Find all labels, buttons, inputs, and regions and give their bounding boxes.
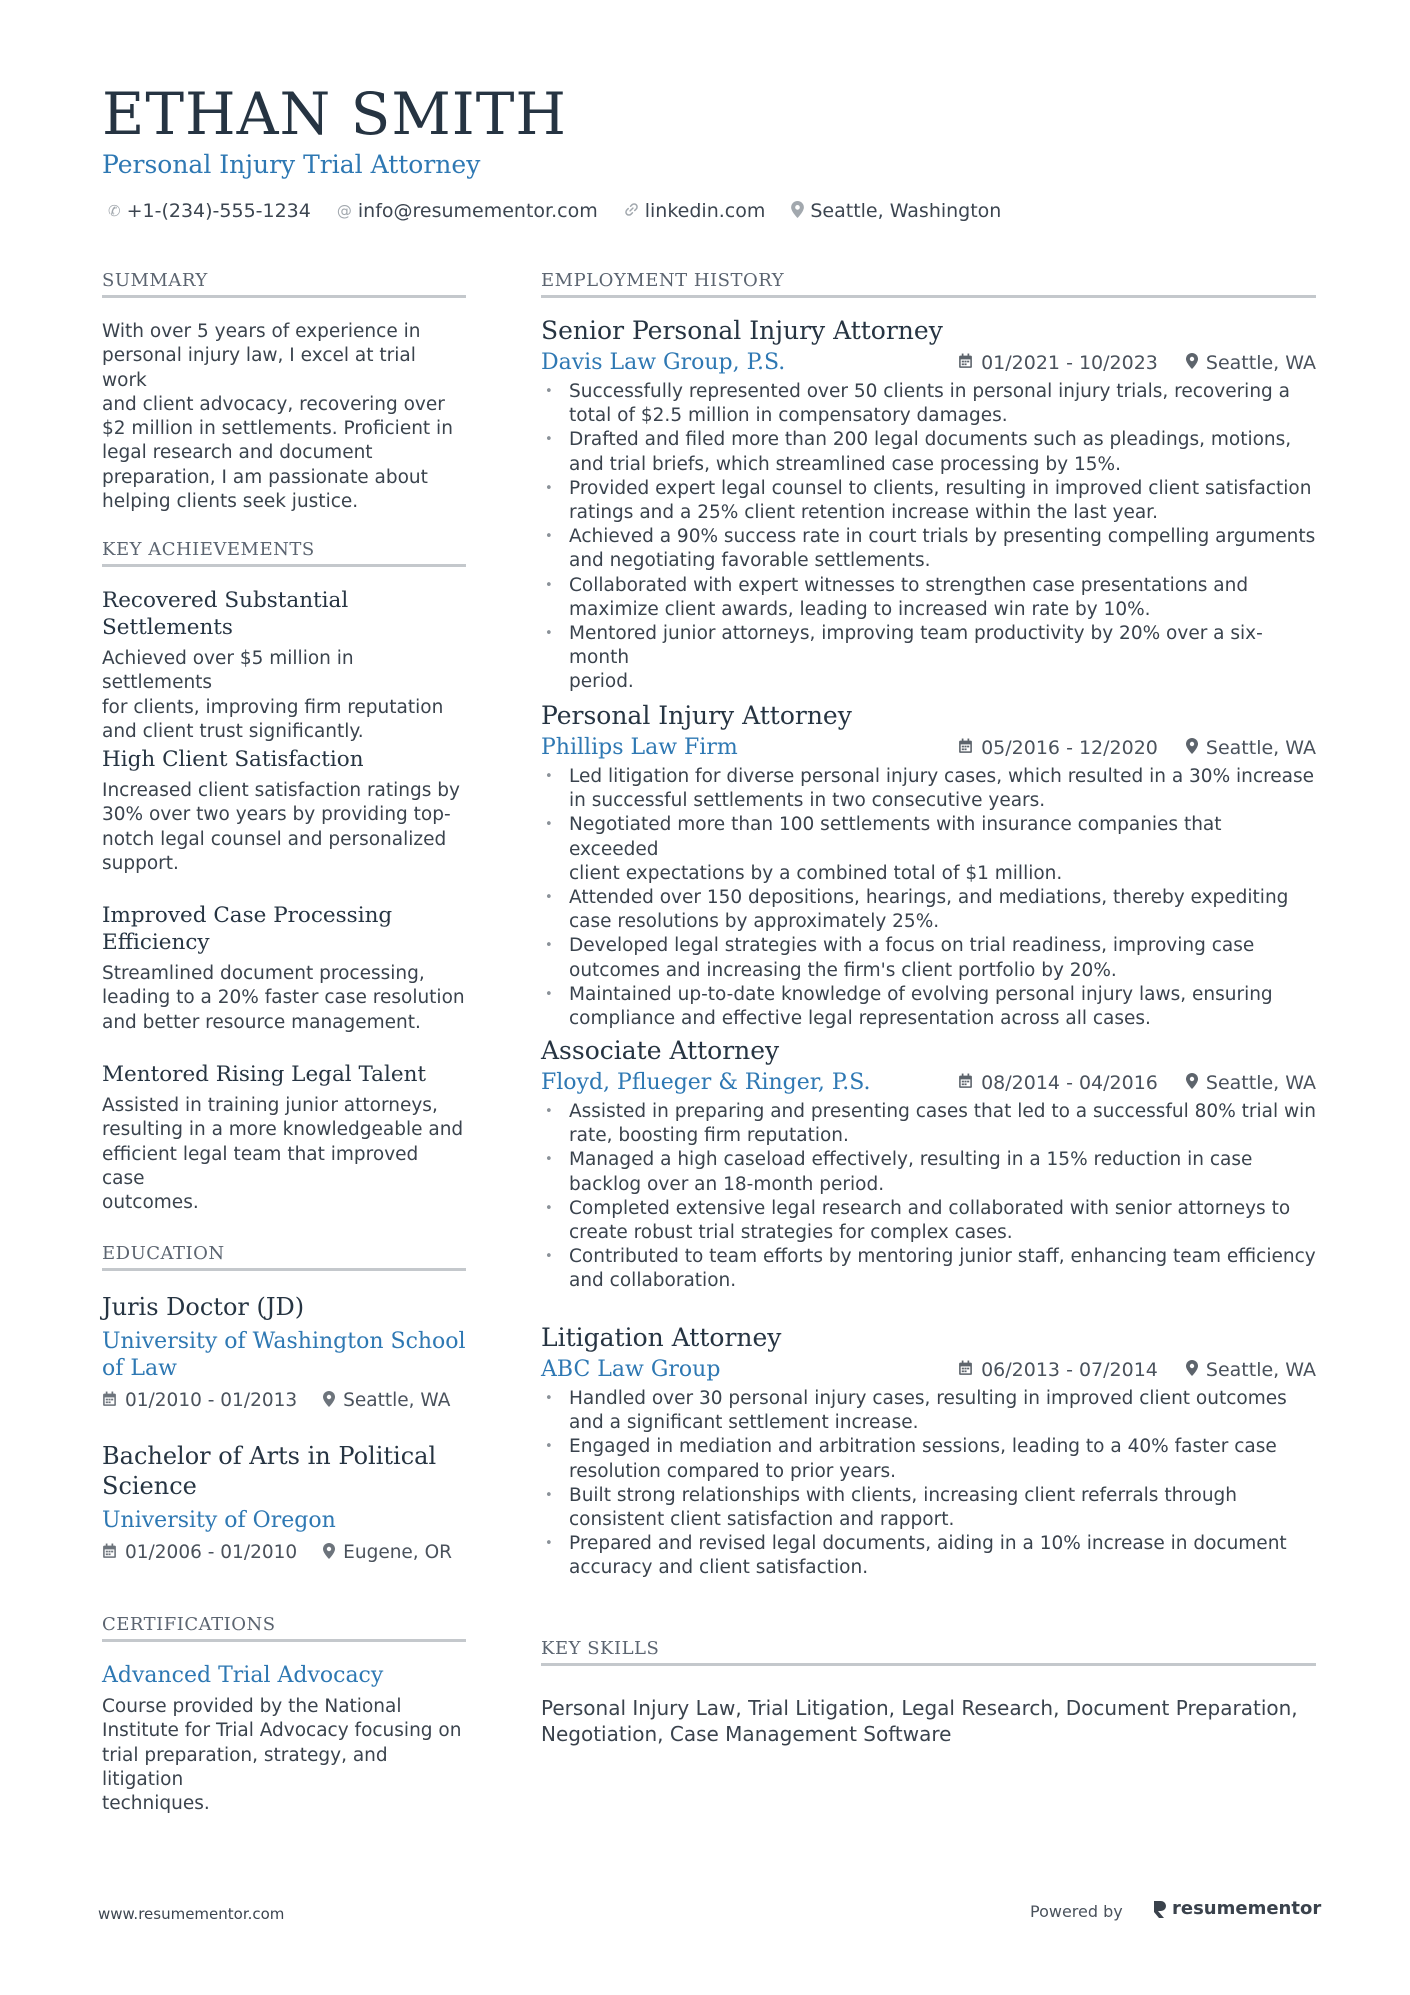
achievement-desc xyxy=(102,962,466,1035)
job-bullet: • Led litigation for diverse personal injury cases, which resulted in a 30% increase in successful settlements in two consecutive years. xyxy=(541,765,1316,813)
achievement-title-line: Recovered Substantial xyxy=(102,588,349,613)
achievement-title-line: Mentored Rising Legal Talent xyxy=(102,1062,427,1087)
job-location: Seattle, WA xyxy=(1205,351,1316,374)
job-bullet: • Engaged in mediation and arbitration sessions, leading to a 40% faster case resolution compared to prior years. xyxy=(541,1435,1316,1483)
education-dates: 01/2010 - 01/2013 xyxy=(125,1390,298,1411)
skills-line: Negotiation, Case Management Software xyxy=(541,1722,952,1746)
job-dates: 08/2014 - 04/2016 xyxy=(981,1071,1158,1094)
skills-line: Personal Injury Law, Trial Litigation, Legal Research, Document Preparation, xyxy=(541,1696,1298,1720)
education-dates: 01/2006 - 01/2010 xyxy=(125,1542,298,1563)
achievement-title-line: Settlements xyxy=(102,615,233,640)
employment-heading: EMPLOYMENT HISTORY xyxy=(541,270,1316,298)
job-bullet: • Maintained up-to-date knowledge of evolving personal injury laws, ensuring compliance and effective legal representation across all cases. xyxy=(541,983,1316,1031)
job-bullet: • Provided expert legal counsel to clients, resulting in improved client satisfaction ratings and a 25% client retention increase within the last year. xyxy=(541,477,1316,525)
education-school-line: University of Oregon xyxy=(102,1508,336,1533)
achievement-title xyxy=(102,587,466,641)
job-company: Phillips Law Firm xyxy=(541,735,738,760)
summary-line: helping clients seek justice. xyxy=(102,491,359,513)
education-meta xyxy=(102,1390,466,1411)
education-degree-line: Bachelor of Arts in Political xyxy=(102,1442,437,1470)
achievement-desc-line: and better resource management. xyxy=(102,1011,421,1033)
job-bullet: • Contributed to team efforts by mentoring junior staff, enhancing team efficiency and collaboration. xyxy=(541,1245,1316,1293)
location-icon xyxy=(1186,1073,1198,1093)
calendar-icon xyxy=(958,353,973,373)
job-meta xyxy=(958,737,1316,759)
job-bullet: • Handled over 30 personal injury cases, resulting in improved client outcomes and a significant settlement increase. xyxy=(541,1387,1316,1435)
job-entry xyxy=(541,316,1316,695)
achievement-desc-line: leading to a 20% faster case resolution xyxy=(102,987,465,1009)
calendar-icon xyxy=(102,1391,117,1411)
job-entry xyxy=(541,1036,1316,1294)
contact-location xyxy=(791,200,1001,222)
contact-phone-text: +1-(234)-555-1234 xyxy=(126,200,311,222)
skills-text xyxy=(541,1695,1316,1747)
job-meta xyxy=(958,352,1316,374)
job-bullet: • Managed a high caseload effectively, resulting in a 15% reduction in case backlog over an 18-month period. xyxy=(541,1148,1316,1196)
education-meta xyxy=(102,1542,466,1563)
certification-title: Advanced Trial Advocacy xyxy=(102,1663,384,1688)
job-bullet: • Collaborated with expert witnesses to strengthen case presentations and maximize client awards, leading to increased win rate by 10%. xyxy=(541,574,1316,622)
job-meta xyxy=(958,1359,1316,1381)
job-bullet: • Attended over 150 depositions, hearings, and mediations, thereby expediting case resolutions by approximately 25%. xyxy=(541,886,1316,934)
achievement-desc-line: 30% over two years by providing top- xyxy=(102,804,451,826)
achievement-desc-line: Increased client satisfaction ratings by xyxy=(102,780,460,801)
certification-desc-line: Institute for Trial Advocacy focusing on xyxy=(102,1720,462,1742)
education-degree xyxy=(102,1292,466,1322)
achievements-heading: KEY ACHIEVEMENTS xyxy=(102,539,466,567)
certification-desc-line: trial preparation, strategy, and litigation xyxy=(102,1744,388,1790)
brand-logo[interactable] xyxy=(1152,1898,1321,1919)
job-row xyxy=(541,350,1316,375)
job-company: Davis Law Group, P.S. xyxy=(541,350,786,375)
education-school xyxy=(102,1507,466,1534)
calendar-icon xyxy=(102,1543,117,1563)
achievement-desc-line: notch legal counsel and personalized xyxy=(102,828,447,850)
education-degree xyxy=(102,1441,466,1501)
achievement-item xyxy=(102,1061,466,1215)
job-bullet: • Completed extensive legal research and collaborated with senior attorneys to create robust trial strategies for complex cases. xyxy=(541,1197,1316,1245)
achievement-desc-line: Achieved over $5 million in settlements xyxy=(102,648,354,694)
achievement-item xyxy=(102,587,466,744)
calendar-icon xyxy=(958,1073,973,1093)
contact-location-text: Seattle, Washington xyxy=(810,200,1002,222)
phone-icon: ✆ xyxy=(108,202,121,220)
job-company: ABC Law Group xyxy=(541,1357,721,1382)
achievement-title xyxy=(102,746,466,773)
job-entry xyxy=(541,1323,1316,1581)
job-bullets xyxy=(541,1100,1316,1294)
education-item xyxy=(102,1441,466,1563)
achievement-desc-line: efficient legal team that improved case xyxy=(102,1143,419,1189)
achievement-item xyxy=(102,746,466,876)
certification-desc xyxy=(102,1695,466,1816)
education-school-line: of Law xyxy=(102,1356,177,1381)
certifications-heading: CERTIFICATIONS xyxy=(102,1614,466,1642)
achievement-desc xyxy=(102,647,466,744)
powered-by-label: Powered by xyxy=(1030,1902,1123,1921)
achievement-item xyxy=(102,902,466,1035)
job-location: Seattle, WA xyxy=(1205,736,1316,759)
achievement-title-line: Improved Case Processing xyxy=(102,903,393,928)
job-dates: 06/2013 - 07/2014 xyxy=(981,1358,1158,1381)
job-bullets xyxy=(541,380,1316,695)
achievement-desc-line: Streamlined document processing, xyxy=(102,963,425,984)
location-icon xyxy=(1186,353,1198,373)
job-bullets xyxy=(541,765,1316,1031)
achievement-desc-line: outcomes. xyxy=(102,1192,199,1214)
job-bullet: • Assisted in preparing and presenting cases that led to a successful 80% trial win rate, boosting firm reputation. xyxy=(541,1100,1316,1148)
summary-line: legal research and document xyxy=(102,442,373,464)
contact-phone[interactable] xyxy=(108,200,311,222)
achievement-title xyxy=(102,902,466,956)
skills-heading: KEY SKILLS xyxy=(541,1638,1316,1666)
job-row xyxy=(541,1070,1316,1095)
location-icon xyxy=(323,1543,335,1563)
education-degree-line: Science xyxy=(102,1472,197,1500)
job-bullet: • Achieved a 90% success rate in court trials by presenting compelling arguments and negotiating favorable settlements. xyxy=(541,525,1316,573)
summary-line: personal injury law, I excel at trial work xyxy=(102,345,416,391)
job-row xyxy=(541,1357,1316,1382)
contact-email-text: info@resumementor.com xyxy=(357,200,598,222)
education-school xyxy=(102,1328,466,1382)
location-icon xyxy=(323,1391,335,1411)
contact-email[interactable] xyxy=(337,200,598,222)
job-location: Seattle, WA xyxy=(1205,1071,1316,1094)
education-degree-line: Juris Doctor (JD) xyxy=(102,1293,305,1321)
achievement-desc-line: Assisted in training junior attorneys, xyxy=(102,1095,438,1116)
footer-url[interactable]: www.resumementor.com xyxy=(98,1905,285,1923)
education-location: Eugene, OR xyxy=(343,1542,452,1563)
candidate-name: ETHAN SMITH xyxy=(102,80,567,148)
brand-name: resumementor xyxy=(1172,1898,1322,1919)
brand-logo-icon xyxy=(1152,1899,1168,1919)
achievement-desc-line: for clients, improving firm reputation xyxy=(102,696,444,718)
job-location: Seattle, WA xyxy=(1205,1358,1316,1381)
achievement-title-line: High Client Satisfaction xyxy=(102,747,364,772)
calendar-icon xyxy=(958,738,973,758)
contact-linkedin-text: linkedin.com xyxy=(644,200,766,222)
education-item xyxy=(102,1292,466,1411)
job-dates: 01/2021 - 10/2023 xyxy=(981,351,1158,374)
job-dates: 05/2016 - 12/2020 xyxy=(981,736,1158,759)
job-bullet: • Successfully represented over 50 clients in personal injury trials, recovering a total of $2.5 million in compensatory damages. xyxy=(541,380,1316,428)
at-icon: @ xyxy=(336,202,352,220)
job-company: Floyd, Pflueger & Ringer, P.S. xyxy=(541,1070,871,1095)
summary-line: $2 million in settlements. Proficient in xyxy=(102,418,453,440)
calendar-icon xyxy=(958,1360,973,1380)
job-entry xyxy=(541,701,1316,1031)
job-title: Associate Attorney xyxy=(541,1036,780,1065)
summary-line: preparation, I am passionate about xyxy=(102,466,428,488)
education-heading: EDUCATION xyxy=(102,1243,466,1271)
job-bullet: • Drafted and filed more than 200 legal documents such as pleadings, motions, and trial briefs, which streamlined case processing by 15%. xyxy=(541,428,1316,476)
achievement-title xyxy=(102,1061,466,1088)
job-title: Personal Injury Attorney xyxy=(541,701,852,730)
certification-desc-line: techniques. xyxy=(102,1793,210,1815)
achievement-desc-line: and client trust significantly. xyxy=(102,720,364,742)
summary-line: With over 5 years of experience in xyxy=(102,321,421,342)
education-school-line: University of Washington School xyxy=(102,1329,466,1354)
education-location: Seattle, WA xyxy=(343,1390,451,1411)
job-bullet: • Mentored junior attorneys, improving team productivity by 20% over a six-month period. xyxy=(541,622,1316,695)
summary-line: and client advocacy, recovering over xyxy=(102,393,445,415)
job-bullet: • Developed legal strategies with a focus on trial readiness, improving case outcomes and increasing the firm's client portfolio by 20%. xyxy=(541,934,1316,982)
achievement-title-line: Efficiency xyxy=(102,930,210,955)
job-row xyxy=(541,735,1316,760)
location-icon xyxy=(791,201,804,222)
certification-desc-line: Course provided by the National xyxy=(102,1696,402,1717)
candidate-title: Personal Injury Trial Attorney xyxy=(102,150,481,179)
contact-linkedin[interactable] xyxy=(624,200,766,222)
link-icon xyxy=(624,202,639,221)
job-title: Senior Personal Injury Attorney xyxy=(541,316,943,345)
job-bullet: • Negotiated more than 100 settlements with insurance companies that exceeded client expectations by a combined total of $1 million. xyxy=(541,813,1316,886)
certification-item xyxy=(102,1662,466,1816)
job-title: Litigation Attorney xyxy=(541,1323,782,1352)
achievement-desc-line: resulting in a more knowledgeable and xyxy=(102,1119,464,1141)
job-meta xyxy=(958,1072,1316,1094)
summary-text xyxy=(102,320,466,514)
summary-heading: SUMMARY xyxy=(102,270,466,298)
location-icon xyxy=(1186,738,1198,758)
job-bullet: • Prepared and revised legal documents, aiding in a 10% increase in document accuracy and client satisfaction. xyxy=(541,1532,1316,1580)
achievement-desc-line: support. xyxy=(102,852,179,874)
job-bullets xyxy=(541,1387,1316,1581)
contact-bar xyxy=(108,200,1027,222)
achievement-desc xyxy=(102,1094,466,1215)
location-icon xyxy=(1186,1360,1198,1380)
achievement-desc xyxy=(102,779,466,876)
job-bullet: • Built strong relationships with clients, increasing client referrals through consistent client satisfaction and rapport. xyxy=(541,1484,1316,1532)
